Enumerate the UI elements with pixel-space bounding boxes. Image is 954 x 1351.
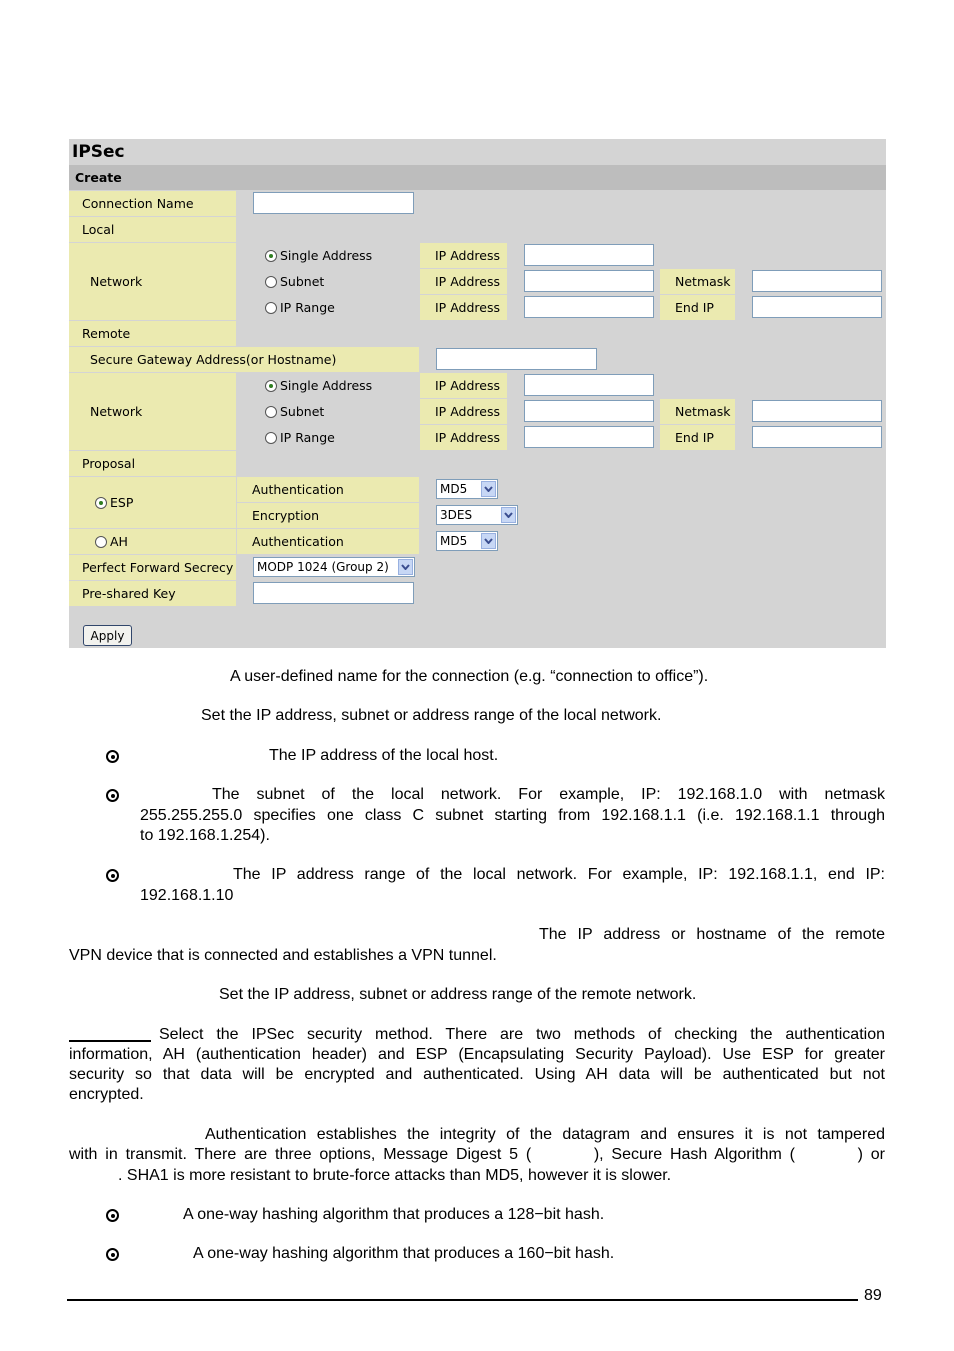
psk-input[interactable] (253, 582, 414, 604)
remote-desc: Set the IP address, subnet or address range of the remote network. (219, 986, 697, 1003)
ah-authentication-cell (420, 529, 886, 554)
local-single-address-option[interactable] (237, 243, 419, 268)
bullet-icon (106, 1248, 119, 1261)
remote-subnet-option[interactable] (237, 399, 419, 424)
single-address-desc: The IP address of the local host. (269, 747, 499, 764)
radio-icon[interactable] (95, 497, 107, 509)
end-ip-cell (736, 425, 886, 450)
chevron-down-icon[interactable] (398, 559, 413, 575)
proposal-label: Proposal (69, 451, 236, 476)
local-label: Local (69, 217, 236, 242)
gateway-desc-line2: VPN device that is connected and establishes a VPN tunnel. (69, 947, 497, 964)
psk-label: Pre-shared Key (69, 581, 236, 606)
local-range-end-input[interactable] (752, 296, 882, 318)
local-network-label: Network (69, 243, 236, 320)
radio-icon[interactable] (265, 406, 277, 418)
secure-gateway-cell (420, 347, 886, 372)
select-value: MD5 (440, 482, 468, 496)
option-label: ESP (110, 495, 134, 510)
auth-desc-line3: . SHA1 is more resistant to brute-force attacks than MD5, however it is slower. (118, 1167, 672, 1184)
ip-address-label: IP Address (420, 425, 507, 450)
subnet-desc-line1: The subnet of the local network. For example, IP: 192.168.1.0 with netmask (212, 786, 885, 803)
select-value: MD5 (440, 534, 468, 548)
esp-authentication-cell (420, 477, 886, 502)
ip-address-cell (508, 399, 659, 424)
bullet-icon (106, 1209, 119, 1222)
apply-button[interactable]: Apply (83, 625, 132, 646)
ip-address-label: IP Address (420, 269, 507, 294)
remote-network-label: Network (69, 373, 236, 450)
remote-ip-range-option[interactable] (237, 425, 419, 450)
secure-gateway-label: Secure Gateway Address(or Hostname) (69, 347, 419, 372)
chevron-down-icon[interactable] (481, 533, 496, 549)
ip-address-cell (508, 373, 886, 398)
pfs-label: Perfect Forward Secrecy (69, 555, 236, 580)
empty-cell (237, 321, 886, 346)
ip-address-cell (508, 269, 659, 294)
connection-name-cell (237, 191, 419, 216)
local-desc: Set the IP address, subnet or address range of the local network. (201, 707, 662, 724)
esp-authentication-select[interactable] (436, 479, 498, 499)
auth-desc-line1: Authentication establishes the integrity of the datagram and ensures it is not tampered (205, 1126, 885, 1143)
esp-option[interactable] (69, 477, 236, 528)
option-label: Single Address (280, 248, 373, 263)
option-label: AH (110, 534, 128, 549)
pfs-cell (237, 555, 886, 580)
psk-cell (237, 581, 886, 606)
ip-range-desc-line1: The IP address range of the local network. For example, IP: 192.168.1.1, end IP: (233, 866, 885, 883)
ip-address-label: IP Address (420, 295, 507, 320)
local-range-start-input[interactable] (524, 296, 654, 318)
ip-address-label: IP Address (420, 373, 507, 398)
radio-icon[interactable] (265, 380, 277, 392)
ip-address-cell (508, 425, 659, 450)
ip-address-cell (508, 243, 886, 268)
select-value: MODP 1024 (Group 2) (257, 560, 389, 574)
footer-rule (67, 1299, 858, 1301)
connection-name-label: Connection Name (69, 191, 236, 216)
md5-desc: A one-way hashing algorithm that produces a 128−bit hash. (183, 1206, 605, 1223)
page-number: 89 (864, 1287, 882, 1304)
option-label: Subnet (280, 404, 325, 419)
proposal-desc-line1: Select the IPSec security method. There are two methods of checking the authentication (159, 1026, 885, 1043)
esp-encryption-label: Encryption (237, 503, 419, 528)
radio-icon[interactable] (265, 432, 277, 444)
option-label: Single Address (280, 378, 373, 393)
gateway-desc-line1: The IP address or hostname of the remote (539, 926, 885, 943)
remote-subnet-ip-input[interactable] (524, 400, 654, 422)
local-subnet-option[interactable] (237, 269, 419, 294)
netmask-cell (736, 269, 886, 294)
remote-single-address-option[interactable] (237, 373, 419, 398)
subnet-desc-line3: to 192.168.1.254). (140, 827, 270, 844)
netmask-cell (736, 399, 886, 424)
chevron-down-icon[interactable] (501, 507, 516, 523)
remote-range-end-input[interactable] (752, 426, 882, 448)
proposal-desc-line2: information, AH (authentication header) and ESP (Encapsulating Security Payload). Use ESP for greater (69, 1046, 885, 1063)
ipsec-create-panel (69, 139, 886, 648)
select-value: 3DES (440, 508, 473, 522)
option-label: IP Range (280, 430, 335, 445)
radio-icon[interactable] (265, 250, 277, 262)
remote-label: Remote (69, 321, 236, 346)
ah-option[interactable] (69, 529, 236, 554)
ah-authentication-label: Authentication (237, 529, 419, 554)
end-ip-label: End IP (660, 425, 735, 450)
local-ip-input[interactable] (524, 244, 654, 266)
remote-range-start-input[interactable] (524, 426, 654, 448)
empty-cell (237, 217, 886, 242)
bullet-icon (106, 869, 119, 882)
local-netmask-input[interactable] (752, 270, 882, 292)
radio-icon[interactable] (95, 536, 107, 548)
remote-ip-input[interactable] (524, 374, 654, 396)
bullet-icon (106, 750, 119, 763)
esp-encryption-select[interactable] (436, 505, 518, 525)
subnet-desc-line2: 255.255.255.0 specifies one class C subnet starting from 192.168.1.1 (i.e. 192.168.1.1 through (140, 807, 885, 824)
connection-name-desc: A user-defined name for the connection (e.g. “connection to office”). (230, 668, 709, 685)
empty-cell (420, 191, 886, 216)
proposal-desc-line4: encrypted. (69, 1086, 144, 1103)
bullet-icon (106, 789, 119, 802)
netmask-label: Netmask (660, 269, 735, 294)
netmask-label: Netmask (660, 399, 735, 424)
local-ip-range-option[interactable] (237, 295, 419, 320)
ah-authentication-select[interactable] (436, 531, 498, 551)
panel-title: IPSec (69, 139, 886, 164)
connection-name-input[interactable] (253, 192, 414, 214)
esp-encryption-cell (420, 503, 886, 528)
proposal-desc-line3: security so that data will be encrypted and authenticated. Using AH data will be authenticated but not (69, 1066, 885, 1083)
local-subnet-ip-input[interactable] (524, 270, 654, 292)
pfs-select[interactable] (253, 557, 415, 577)
ip-range-desc-line2: 192.168.1.10 (140, 887, 234, 904)
end-ip-label: End IP (660, 295, 735, 320)
radio-icon[interactable] (265, 302, 277, 314)
section-header: Create (69, 165, 886, 190)
esp-authentication-label: Authentication (237, 477, 419, 502)
option-label: Subnet (280, 274, 325, 289)
option-label: IP Range (280, 300, 335, 315)
underline-rule (69, 1040, 151, 1042)
chevron-down-icon[interactable] (481, 481, 496, 497)
auth-desc-line2: with in transmit. There are three options, Message Digest 5 ( ), Secure Hash Algorithm ( ) or (69, 1146, 885, 1163)
radio-icon[interactable] (265, 276, 277, 288)
ip-address-label: IP Address (420, 243, 507, 268)
ip-address-cell (508, 295, 659, 320)
empty-cell (237, 451, 886, 476)
sha1-desc: A one-way hashing algorithm that produces a 160−bit hash. (193, 1245, 615, 1262)
ip-address-label: IP Address (420, 399, 507, 424)
secure-gateway-input[interactable] (436, 348, 597, 370)
end-ip-cell (736, 295, 886, 320)
remote-netmask-input[interactable] (752, 400, 882, 422)
